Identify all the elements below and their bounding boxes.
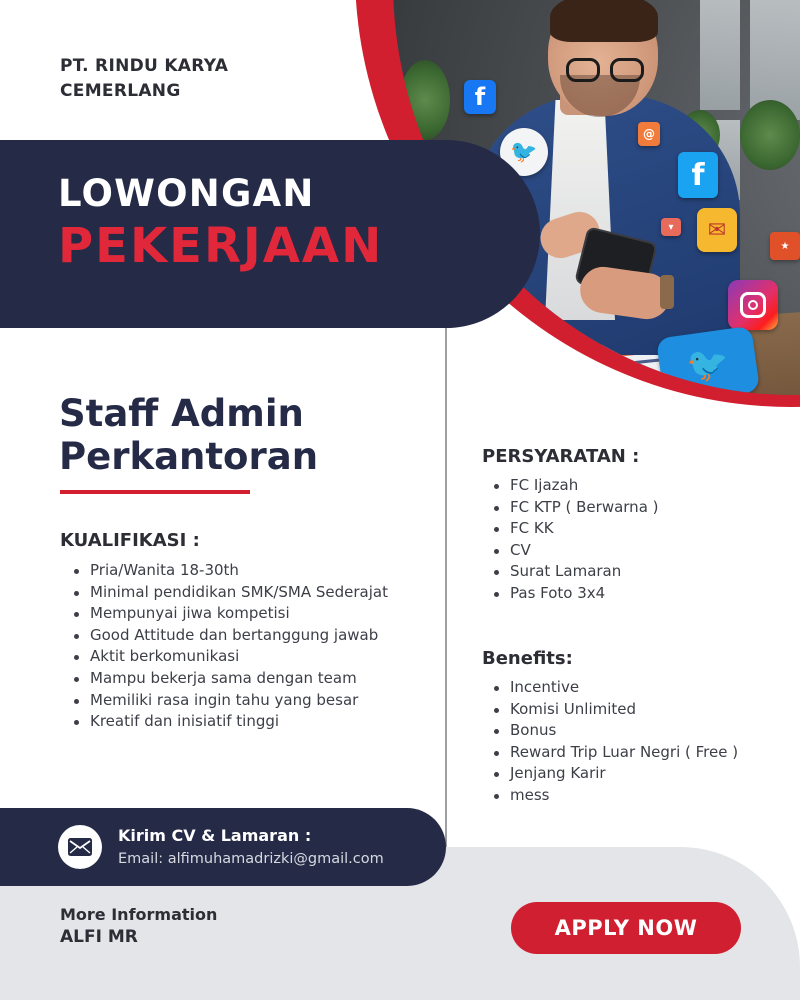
requirements-heading: PERSYARATAN : [482, 446, 640, 467]
facebook-icon: f [464, 80, 496, 114]
app-icon: ★ [770, 232, 800, 260]
twitter-icon: 🐦 [500, 128, 548, 176]
list-item: Jenjang Karir [492, 763, 738, 785]
list-item: Bonus [492, 720, 738, 742]
list-item: Incentive [492, 677, 738, 699]
app-icon: ▾ [661, 218, 681, 236]
list-item: Kreatif dan inisiatif tinggi [72, 711, 388, 733]
more-information-label: More Information [60, 905, 218, 924]
list-item: Minimal pendidikan SMK/SMA Sederajat [72, 582, 388, 604]
job-title [59, 392, 318, 478]
contact-person-name: ALFI MR [60, 927, 138, 947]
contact-email[interactable]: Email: alfimuhamadrizki@gmail.com [118, 851, 384, 867]
company-name [60, 54, 228, 104]
list-item: Surat Lamaran [492, 561, 659, 583]
job-title-line2: Perkantoran [59, 435, 319, 478]
qualifications-heading: KUALIFIKASI : [60, 530, 200, 551]
instagram-icon [728, 280, 778, 330]
benefits-heading: Benefits: [482, 648, 573, 669]
company-name-line1: PT. RINDU KARYA [60, 56, 229, 76]
headline-lowongan: LOWONGAN [58, 172, 315, 215]
list-item: Good Attitude dan bertanggung jawab [72, 625, 388, 647]
contact-title: Kirim CV & Lamaran : [118, 826, 312, 845]
email-at-icon: @ [638, 122, 660, 146]
apply-now-button[interactable]: APPLY NOW [511, 902, 741, 954]
list-item: Komisi Unlimited [492, 699, 738, 721]
headline-pekerjaan: PEKERJAAN [58, 218, 384, 274]
list-item: Mampu bekerja sama dengan team [72, 668, 388, 690]
list-item: FC KTP ( Berwarna ) [492, 497, 659, 519]
qualifications-list [72, 560, 388, 733]
list-item: Aktit berkomunikasi [72, 646, 388, 668]
mail-icon: ✉ [697, 208, 737, 252]
twitter-icon: 🐦 [656, 326, 760, 395]
company-name-line2: CEMERLANG [60, 81, 181, 101]
benefits-list [492, 677, 738, 807]
title-underline [60, 490, 250, 494]
list-item: FC Ijazah [492, 475, 659, 497]
column-divider [445, 328, 447, 848]
list-item: Pria/Wanita 18-30th [72, 560, 388, 582]
list-item: Pas Foto 3x4 [492, 583, 659, 605]
list-item: mess [492, 785, 738, 807]
job-title-line1: Staff Admin [59, 392, 304, 435]
facebook-icon: f [678, 152, 718, 198]
list-item: Reward Trip Luar Negri ( Free ) [492, 742, 738, 764]
list-item: FC KK [492, 518, 659, 540]
more-information [60, 904, 217, 948]
list-item: Mempunyai jiwa kompetisi [72, 603, 388, 625]
envelope-icon [58, 825, 102, 869]
requirements-list [492, 475, 659, 605]
list-item: CV [492, 540, 659, 562]
list-item: Memiliki rasa ingin tahu yang besar [72, 690, 388, 712]
